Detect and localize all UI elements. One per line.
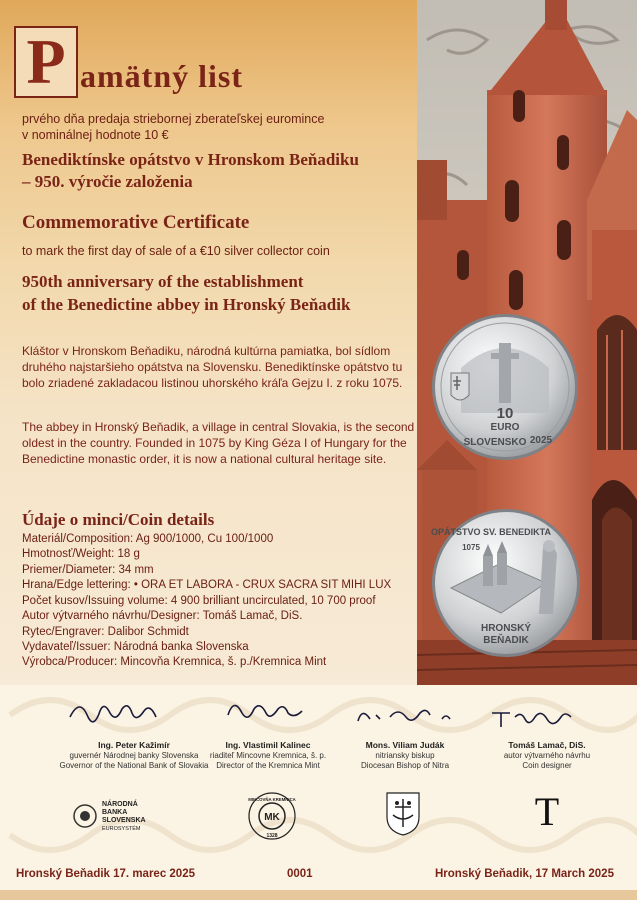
en-heading-line-2: of the Benedictine abbey in Hronský Beňadik — [22, 295, 351, 314]
signature-governor — [59, 740, 209, 771]
obverse-country: SLOVENSKO — [463, 437, 527, 448]
en-heading-line-1: 950th anniversary of the establishment — [22, 272, 304, 291]
detail-edge-lettering: Hrana/Edge lettering: • ORA ET LABORA - CRUX SACRA SIT MIHI LUX — [22, 579, 392, 591]
signatory-name: Ing. Vlastimil Kalinec — [225, 740, 311, 750]
nbs-logo-line-4: EUROSYSTÉM — [102, 826, 141, 832]
signatory-role-en: Diocesan Bishop of Nitra — [360, 761, 450, 770]
signatory-role-sk: nitriansky biskup — [375, 751, 435, 760]
detail-composition: Materiál/Composition: Ag 900/1000, Cu 100/1000 — [22, 533, 274, 545]
reverse-legend: OPÁTSTVO SV. BENEDIKTA — [431, 527, 552, 537]
signature-designer — [472, 740, 622, 771]
mint-logo-year: 1328 — [266, 833, 278, 839]
signatory-role-en: Coin designer — [522, 761, 572, 770]
nbs-logo-line-2: BANKA — [102, 809, 128, 816]
sk-heading-line-2: – 950. výročie založenia — [22, 172, 193, 191]
nbs-logo — [72, 797, 182, 837]
drop-cap-frame — [14, 26, 78, 98]
signatory-name: Mons. Viliam Judák — [365, 740, 445, 750]
title-drop-cap: P — [26, 26, 66, 97]
mint-logo-monogram: MK — [264, 812, 280, 823]
reverse-place-bottom: BEŇADIK — [483, 635, 529, 646]
signatory-role-sk: riaditeľ Mincovne Kremnica, š. p. — [209, 751, 327, 760]
signatory-role-en: Governor of the National Bank of Slovakia — [59, 761, 209, 770]
detail-designer: Autor výtvarného návrhu/Designer: Tomáš Lamač, DiS. — [22, 610, 303, 622]
detail-diameter: Priemer/Diameter: 34 mm — [22, 564, 154, 576]
obverse-value: 10 — [496, 405, 514, 422]
detail-issuer: Vydavateľ/Issuer: Národná banka Slovenska — [22, 641, 249, 653]
signatory-role-sk: autor výtvarného návrhu — [503, 751, 591, 760]
kremnica-mint-logo — [247, 791, 297, 841]
designer-mark: T — [534, 789, 560, 834]
signature-mint-director — [193, 740, 343, 771]
coin-obverse — [431, 313, 579, 461]
reverse-year: 1075 — [462, 543, 480, 552]
detail-producer: Výrobca/Producer: Mincovňa Kremnica, š. p./Kremnica Mint — [22, 656, 327, 668]
coin-details-heading: Údaje o minci/Coin details — [22, 510, 215, 529]
reverse-place-top: HRONSKÝ — [480, 623, 532, 634]
mint-logo-ring-text: MINCOVŇA KREMNICA — [248, 797, 296, 802]
nbs-logo-line-1: NÁRODNÁ — [102, 801, 138, 808]
en-description: The abbey in Hronský Beňadik, a village in central Slovakia, is the second oldest in the country. Founded in 1075 by King Géza I of Hungary for the Benedictine monastic order, it is now a national cultural heritage site. — [22, 420, 415, 466]
signature-bishop — [330, 740, 480, 771]
footer-date-en: Hronský Beňadik, 17 March 2025 — [435, 868, 614, 880]
coin-reverse — [431, 508, 581, 658]
footer-date-sk: Hronský Beňadik 17. marec 2025 — [16, 868, 195, 880]
sk-intro-line-2: v nominálnej hodnote 10 € — [22, 128, 169, 142]
sk-heading-line-1: Benediktínske opátstvo v Hronskom Beňadiku — [22, 150, 359, 169]
signatory-role-sk: guvernér Národnej banky Slovenska — [69, 751, 199, 760]
footer-bar — [0, 890, 637, 900]
en-certificate-title: Commemorative Certificate — [22, 212, 250, 233]
obverse-year: 2025 — [529, 435, 553, 446]
signatory-name: Tomáš Lamač, DiS. — [508, 740, 586, 750]
detail-engraver: Rytec/Engraver: Dalibor Schmidt — [22, 626, 189, 638]
detail-issuing-volume: Počet kusov/Issuing volume: 4 900 brilliant uncirculated, 10 700 proof — [22, 595, 376, 607]
signatory-role-en: Director of the Kremnica Mint — [216, 761, 320, 770]
nbs-logo-line-3: SLOVENSKA — [102, 817, 146, 824]
detail-weight: Hmotnosť/Weight: 18 g — [22, 548, 140, 560]
signatory-name: Ing. Peter Kažimír — [98, 740, 170, 750]
sk-description: Kláštor v Hronskom Beňadiku, národná kultúrna pamiatka, bol sídlom druhého najstaršieho opátstva na Slovensku. Benediktínske opátstvo tu bolo zriadené zakladacou listinou uhorského kráľa Gejzu I. z roku 1075. — [22, 344, 403, 390]
en-intro: to mark the first day of sale of a €10 silver collector coin — [22, 244, 330, 258]
certificate-serial-number: 0001 — [287, 868, 313, 880]
bishop-coat-of-arms — [385, 791, 421, 837]
obverse-currency: EURO — [490, 422, 520, 433]
sk-intro-line-1: prvého dňa predaja striebornej zberateľskej euromince — [22, 112, 325, 126]
nbs-emblem-icon — [72, 801, 98, 831]
page-title: amätný list — [80, 58, 243, 94]
